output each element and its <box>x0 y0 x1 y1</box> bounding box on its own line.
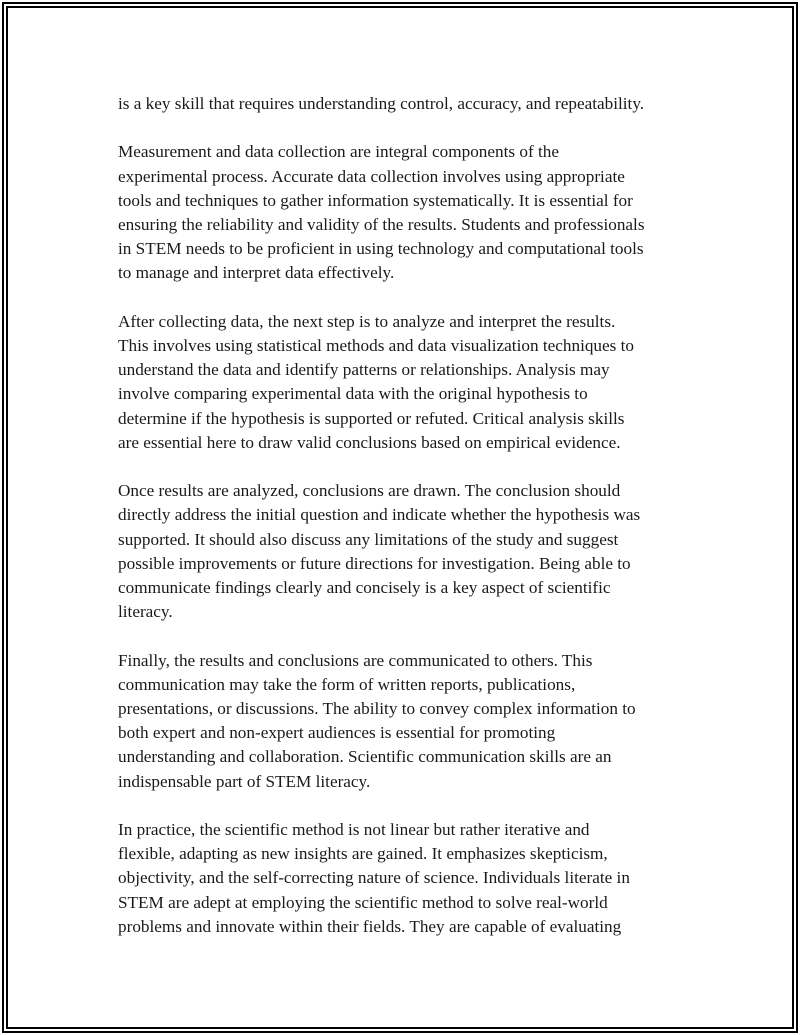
paragraph-conclusions: Once results are analyzed, conclusions are drawn. The conclusion should directly address the initial question and indicate whether the hypothesis was supported. It should also discuss any limitations of the study and suggest possible improvements or future directions for investigation. Being able to communicate findings clearly and concisely is a key aspect of scientific literacy. <box>118 481 641 622</box>
paragraph-continuation: is a key skill that requires understanding control, accuracy, and repeatability. <box>118 94 645 113</box>
paragraph-measurement: Measurement and data collection are integral components of the experimental process. Accurate data collection involves using appropriate tools and techniques to gather information systematically. It is essential for ensuring the reliability and validity of the results. Students and professionals in STEM needs to be proficient in using technology and computational tools to manage and interpret data effectively. <box>118 142 645 283</box>
paragraph-practice: In practice, the scientific method is not linear but rather iterative and flexible, adapting as new insights are gained. It emphasizes skepticism, objectivity, and the self-correcting nature of science. Individuals literate in STEM are adept at employing the scientific method to solve real-world problems and innovate within their fields. They are capable of evaluating <box>118 820 630 936</box>
paragraph-communication: Finally, the results and conclusions are communicated to others. This communication may take the form of written reports, publications, presentations, or discussions. The ability to convey complex information to both expert and non-expert audiences is essential for promoting understanding and collaboration. Scientific communication skills are an indispensable part of STEM literacy. <box>118 650 636 791</box>
document-body <box>118 92 698 939</box>
paragraph-analysis: After collecting data, the next step is to analyze and interpret the results. This involves using statistical methods and data visualization techniques to understand the data and identify patterns or relationships. Analysis may involve comparing experimental data with the original hypothesis to determine if the hypothesis is supported or refuted. Critical analysis skills are essential here to draw valid conclusions based on empirical evidence. <box>118 311 635 452</box>
